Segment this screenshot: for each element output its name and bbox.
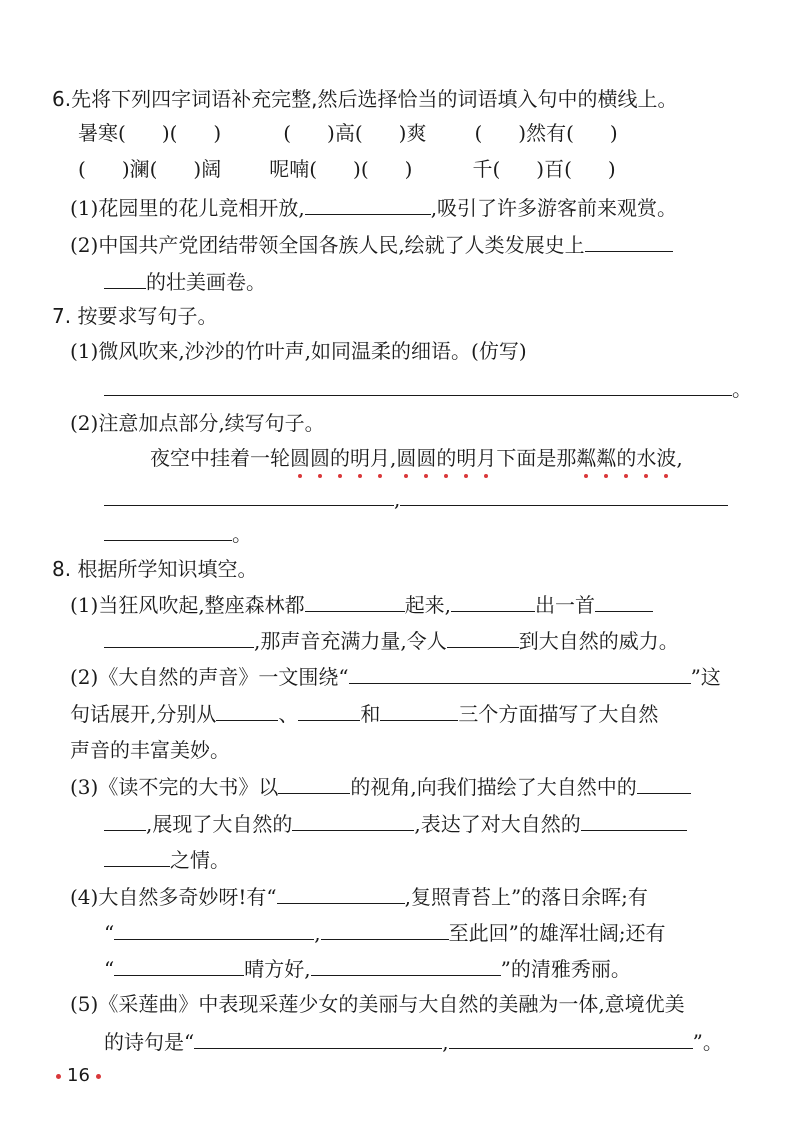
idiom-6-part: )百( <box>536 157 572 181</box>
sentence-text: , <box>676 446 683 470</box>
sentence-text: 之情。 <box>170 848 230 872</box>
sentence-text: , <box>314 921 321 945</box>
q8-item-1-line-2 <box>104 627 679 653</box>
q6-sentence-1 <box>70 194 677 220</box>
idiom-4-part: )澜( <box>121 157 158 181</box>
q7-answer-line-3 <box>104 520 252 546</box>
answer-blank[interactable] <box>292 810 414 831</box>
sentence-text: , <box>394 487 401 511</box>
answer-blank[interactable] <box>194 1028 442 1049</box>
q8-item-4-line-3 <box>104 955 631 981</box>
sentence-text: (1)花园里的花儿竞相开放, <box>70 196 305 220</box>
emphasis-char: 圆 <box>396 446 417 470</box>
emphasis-char: 圆 <box>310 446 330 470</box>
answer-blank[interactable] <box>216 700 278 721</box>
sentence-text: , <box>390 446 397 470</box>
left-dot-icon <box>56 1074 61 1079</box>
idiom-4-part: ( <box>78 157 86 181</box>
idiom-4-part: )阔 <box>193 157 222 181</box>
sentence-text: 的视角,向我们描绘了大自然中的 <box>350 775 637 799</box>
sentence-text: 句话展开,分别从 <box>70 702 217 726</box>
emphasis-char: 月 <box>370 446 390 470</box>
sentence-text: 起来, <box>404 593 452 617</box>
answer-blank[interactable] <box>349 663 691 684</box>
answer-blank[interactable] <box>104 375 732 396</box>
idiom-1-part: 暑寒( <box>78 121 126 145</box>
idiom-2-part: )爽 <box>398 121 427 145</box>
q6-sentence-2-cont <box>104 268 266 294</box>
answer-blank[interactable] <box>114 919 314 940</box>
emphasis-char: 的 <box>330 446 350 470</box>
page-number <box>50 1065 107 1087</box>
emphasis-char: 水 <box>636 446 657 470</box>
answer-blank[interactable] <box>104 520 232 541</box>
sentence-text: 至此回”的雄浑壮阔;还有 <box>448 921 666 945</box>
answer-blank[interactable] <box>451 591 535 612</box>
q8-item-5-line-1: (5)《采莲曲》中表现采莲少女的美丽与大自然的美融为一体,意境优美 <box>70 992 685 1016</box>
idiom-3-part: ) <box>609 121 618 145</box>
answer-blank[interactable] <box>104 810 146 831</box>
sentence-text: 夜空中挂着一轮 <box>150 446 290 470</box>
dotted-phrase <box>576 446 676 470</box>
idiom-3-part: )然有( <box>518 121 574 145</box>
idiom-3-part: ( <box>474 121 483 145</box>
q8-item-2-line-2 <box>70 700 658 726</box>
answer-blank[interactable] <box>311 955 501 976</box>
idiom-5-part: )( <box>353 157 369 181</box>
answer-blank[interactable] <box>104 268 146 289</box>
q7-example-sentence <box>150 445 683 471</box>
idiom-row-2 <box>78 156 616 182</box>
q7-item-1: (1)微风吹来,沙沙的竹叶声,如同温柔的细语。(仿写) <box>70 339 527 363</box>
sentence-text: ,复照青苔上”的落日余晖;有 <box>404 885 648 909</box>
sentence-text: (1)当狂风吹起,整座森林都 <box>70 593 305 617</box>
sentence-text: “ <box>104 957 115 981</box>
q8-item-4-line-2 <box>104 919 666 945</box>
question-6-title: 6.先将下列四字词语补充完整,然后选择恰当的词语填入句中的横线上。 <box>52 87 678 111</box>
sentence-text: ”这 <box>690 665 721 689</box>
sentence-text: 和 <box>360 702 381 726</box>
idiom-5-part: 呢喃( <box>269 157 318 181</box>
q8-item-3-line-1 <box>70 773 691 799</box>
question-7-title: 7. 按要求写句子。 <box>52 304 218 328</box>
answer-blank[interactable] <box>305 591 405 612</box>
emphasis-char: 圆 <box>290 446 310 470</box>
sentence-text: (4)大自然多奇妙呀!有“ <box>70 885 277 909</box>
sentence-text: “ <box>104 921 115 945</box>
answer-blank[interactable] <box>277 883 405 904</box>
dotted-phrase <box>396 446 496 470</box>
answer-blank[interactable] <box>104 627 254 648</box>
answer-blank[interactable] <box>447 627 519 648</box>
q8-item-3-line-3 <box>104 846 230 872</box>
answer-blank[interactable] <box>595 591 653 612</box>
sentence-text: 三个方面描写了大自然 <box>458 702 659 726</box>
answer-blank[interactable] <box>104 485 394 506</box>
dotted-phrase <box>290 446 390 470</box>
emphasis-char: 波 <box>656 446 677 470</box>
sentence-text: ,吸引了许多游客前来观赏。 <box>430 196 678 220</box>
idiom-row-1 <box>78 120 618 146</box>
q7-item-2: (2)注意加点部分,续写句子。 <box>70 411 325 435</box>
idiom-1-part: ) <box>213 121 222 145</box>
q8-item-2-line-1 <box>70 663 721 689</box>
answer-blank[interactable] <box>298 700 360 721</box>
sentence-text: (2)中国共产党团结带领全国各族人民,绘就了人类发展史上 <box>70 233 585 257</box>
sentence-text: 晴方好, <box>244 957 311 981</box>
end-mark: 。 <box>232 522 252 546</box>
emphasis-char: 明 <box>350 446 370 470</box>
emphasis-char: 粼 <box>576 446 597 470</box>
idiom-6-part: 千( <box>472 157 501 181</box>
sentence-text: 出一首 <box>535 593 596 617</box>
sentence-text: ,展现了大自然的 <box>146 812 293 836</box>
answer-blank[interactable] <box>114 955 244 976</box>
sentence-text: (2)《大自然的声音》一文围绕“ <box>70 665 349 689</box>
q8-item-4-line-1 <box>70 883 648 909</box>
sentence-text: ,表达了对大自然的 <box>414 812 581 836</box>
right-dot-icon <box>96 1074 101 1079</box>
sentence-text: 到大自然的威力。 <box>518 629 679 653</box>
q8-item-3-line-2 <box>104 810 687 836</box>
answer-blank[interactable] <box>449 1028 693 1049</box>
q8-item-1-line-1 <box>70 591 653 617</box>
answer-blank[interactable] <box>321 919 449 940</box>
answer-blank[interactable] <box>585 231 673 252</box>
answer-blank[interactable] <box>380 700 458 721</box>
sentence-text: 的壮美画卷。 <box>146 270 266 294</box>
sentence-text: 、 <box>278 702 299 726</box>
sentence-text: ”的清雅秀丽。 <box>500 957 631 981</box>
q8-item-5-line-2 <box>104 1028 723 1054</box>
emphasis-char: 月 <box>476 446 497 470</box>
idiom-5-part: ) <box>404 157 413 181</box>
idiom-2-part: ( <box>283 121 292 145</box>
answer-blank[interactable] <box>581 810 687 831</box>
q8-item-2-line-3: 声音的丰富美妙。 <box>70 738 230 762</box>
emphasis-char: 的 <box>616 446 637 470</box>
sentence-text: , <box>442 1030 449 1054</box>
answer-blank[interactable] <box>104 846 170 867</box>
q7-answer-line-1 <box>104 375 752 401</box>
sentence-text: (3)《读不完的大书》以 <box>70 775 279 799</box>
emphasis-char: 明 <box>456 446 477 470</box>
emphasis-char: 圆 <box>416 446 437 470</box>
sentence-text: ”。 <box>692 1030 723 1054</box>
emphasis-char: 的 <box>436 446 457 470</box>
idiom-6-part: ) <box>607 157 616 181</box>
sentence-text: ,那声音充满力量,令人 <box>254 629 447 653</box>
q6-sentence-2 <box>70 231 673 257</box>
page-number-text: 16 <box>67 1065 90 1086</box>
emphasis-char: 粼 <box>596 446 617 470</box>
sentence-text: 的诗句是“ <box>104 1030 195 1054</box>
answer-blank[interactable] <box>278 773 350 794</box>
end-mark: 。 <box>732 377 752 401</box>
q7-answer-line-2 <box>104 485 728 511</box>
answer-blank[interactable] <box>305 194 431 215</box>
sentence-text: 下面是那 <box>496 446 577 470</box>
answer-blank[interactable] <box>400 485 728 506</box>
idiom-2-part: )高( <box>327 121 363 145</box>
question-8-title: 8. 根据所学知识填空。 <box>52 557 258 581</box>
idiom-1-part: )( <box>161 121 178 145</box>
answer-blank[interactable] <box>637 773 691 794</box>
